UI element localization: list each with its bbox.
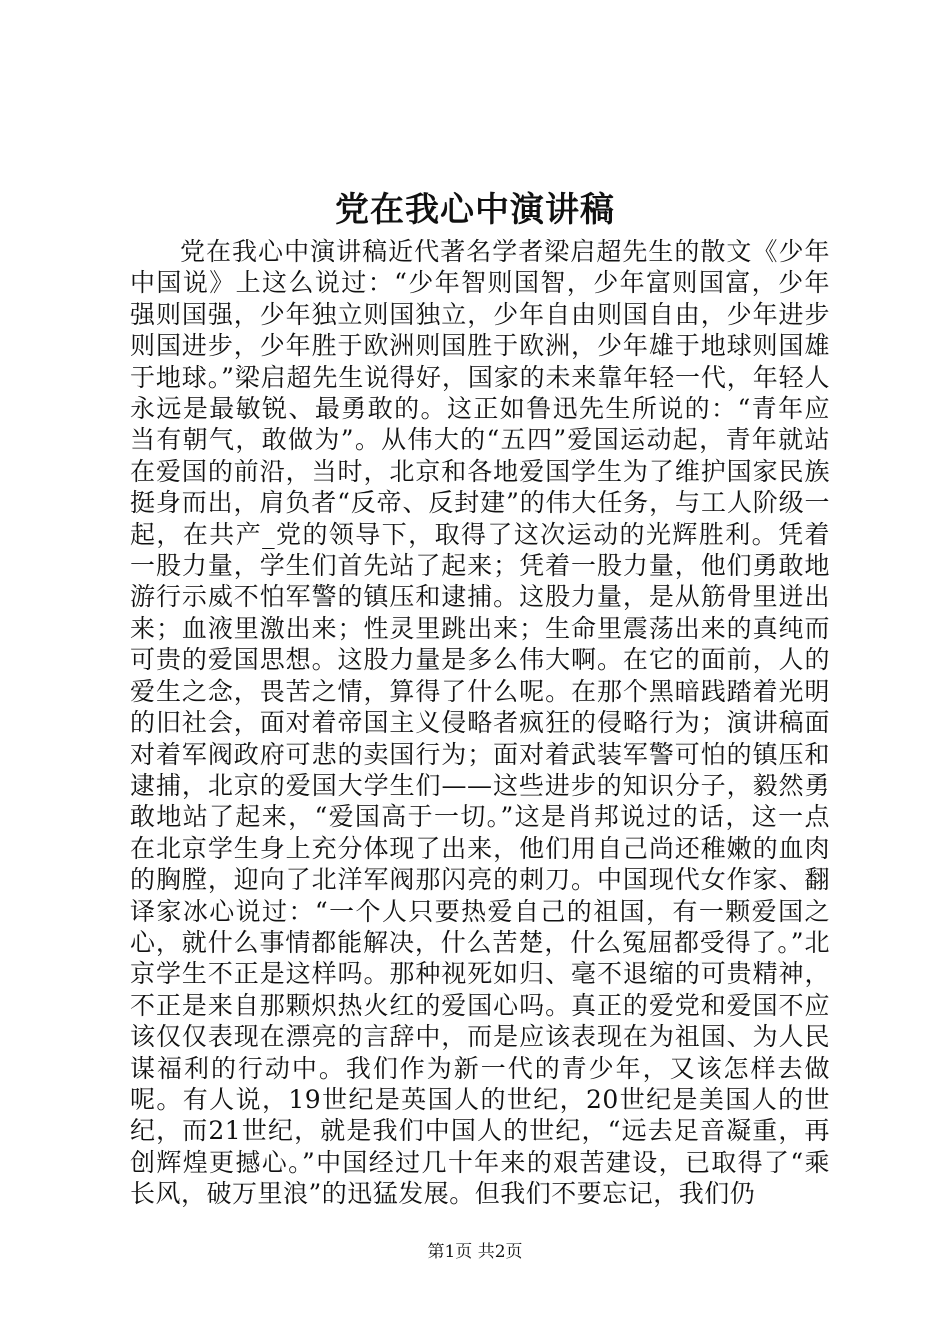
page-footer: 第1页 共2页 bbox=[427, 1242, 523, 1262]
body-paragraph: 党在我心中演讲稿近代著名学者梁启超先生的散文《少年中国说》上这么说过：“少年智则国智，少年富则国富，少年强则国强，少年独立则国独立，少年自由则国自由，少年进步则国进步，少年胜于欧洲则国胜于欧洲，少年雄于地球则国雄于地球。”梁启超先生说得好，国家的未来靠年轻一代，年轻人永远是最敏锐、最勇敢的。这正如鲁迅先生所说的：“青年应当有朝气，敢做为”。从伟大的“五四”爱国运动起，青年就站在爱国的前沿，当时，北京和各地爱国学生为了维护国家民族挺身而出，肩负者“反帝、反封建”的伟大任务，与工人阶级一起，在共产_党的领导下，取得了这次运动的光辉胜利。凭着一股力量，学生们首先站了起来；凭着一股力量，他们勇敢地游行示威不怕军警的镇压和逮捕。这股力量，是从筋骨里迸出来；血液里激出来；性灵里跳出来；生命里震荡出来的真纯而可贵的爱国思想。这股力量是多么伟大啊。在它的面前，人的爱生之念，畏苦之情，算得了什么呢。在那个黑暗践踏着光明的旧社会，面对着帝国主义侵略者疯狂的侵略行为；演讲稿面对着军阀政府可悲的卖国行为；面对着武装军警可怕的镇压和逮捕，北京的爱国大学生们——这些进步的知识分子，毅然勇敢地站了起来，“爱国高于一切。”这是肖邦说过的话，这一点在北京学生身上充分体现了出来，他们用自己尚还稚嫩的血肉的胸膛，迎向了北洋军阀那闪亮的刺刀。中国现代女作家、翻译家冰心说过：“一个人只要热爱自己的祖国，有一颗爱国之心，就什么事情都能解决，什么苦楚，什么冤屈都受得了。”北京学生不正是这样吗。那种视死如归、毫不退缩的可贵精神，不正是来自那颗炽热火红的爱国心吗。真正的爱党和爱国不应该仅仅表现在漂亮的言辞中，而是应该表现在为祖国、为人民谋福利的行动中。我们作为新一代的青少年，又该怎样去做呢。有人说，19世纪是英国人的世纪，20世纪是美国人的世纪，而21世纪，就是我们中国人的世纪，“远去足音凝重，再创辉煌更撼心。”中国经过几十年来的艰苦建设，已取得了“乘长风，破万里浪”的迅猛发展。但我们不要忘记，我们仍 bbox=[130, 237, 830, 1209]
document-title: 党在我心中演讲稿 bbox=[335, 190, 615, 230]
